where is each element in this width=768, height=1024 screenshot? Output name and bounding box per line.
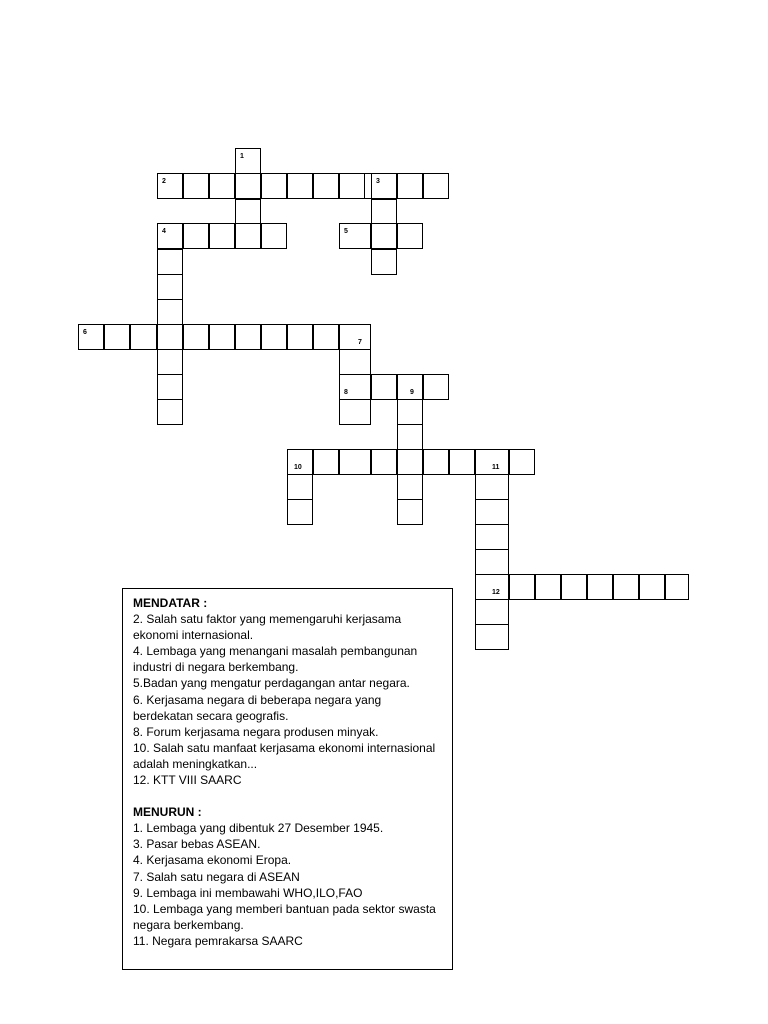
crossword-cell[interactable] xyxy=(339,173,365,199)
crossword-cell[interactable] xyxy=(157,349,183,375)
crossword-cell[interactable] xyxy=(157,299,183,325)
crossword-cell[interactable] xyxy=(423,173,449,199)
across-clue: 10. Salah satu manfaat kerjasama ekonomi internasional adalah meningkatkan... xyxy=(133,740,436,771)
crossword-cell[interactable] xyxy=(475,549,509,575)
crossword-cell[interactable] xyxy=(397,449,423,475)
down-clue: 1. Lembaga yang dibentuk 27 Desember 1945. xyxy=(133,821,384,836)
crossword-cell[interactable] xyxy=(183,173,209,199)
crossword-cell[interactable] xyxy=(235,199,261,225)
crossword-cell[interactable] xyxy=(613,574,639,600)
crossword-cell[interactable] xyxy=(561,574,587,600)
crossword-cell[interactable] xyxy=(235,173,261,199)
crossword-cell[interactable] xyxy=(209,173,235,199)
crossword-cell[interactable] xyxy=(313,173,339,199)
crossword-cell[interactable] xyxy=(509,574,535,600)
clue-number: 12 xyxy=(492,589,500,596)
clue-number: 6 xyxy=(83,329,87,336)
crossword-cell[interactable] xyxy=(183,223,209,249)
crossword-cell[interactable] xyxy=(313,324,339,350)
crossword-cell[interactable] xyxy=(397,424,423,450)
crossword-cell[interactable] xyxy=(183,324,209,350)
crossword-cell[interactable] xyxy=(235,223,261,249)
crossword-cell[interactable] xyxy=(157,249,183,275)
clue-number: 5 xyxy=(344,228,348,235)
across-heading: MENDATAR : xyxy=(133,596,208,610)
crossword-cell[interactable] xyxy=(157,324,183,350)
crossword-cell[interactable] xyxy=(423,449,449,475)
crossword-cell[interactable] xyxy=(371,223,397,249)
crossword-cell[interactable] xyxy=(287,449,313,475)
crossword-cell[interactable] xyxy=(371,374,397,400)
down-heading: MENURUN : xyxy=(133,805,202,820)
across-clue: 8. Forum kerjasama negara produsen minyak. xyxy=(133,724,379,739)
clue-number: 3 xyxy=(376,178,380,185)
crossword-cell[interactable] xyxy=(371,173,397,199)
crossword-cell[interactable] xyxy=(130,324,157,350)
crossword-cell[interactable] xyxy=(209,223,235,249)
crossword-cell[interactable] xyxy=(209,324,235,350)
clue-number: 8 xyxy=(344,389,348,396)
down-clue: 11. Negara pemrakarsa SAARC xyxy=(133,933,303,948)
across-clue: 5.Badan yang mengatur perdagangan antar negara. xyxy=(133,676,410,691)
clue-number: 1 xyxy=(240,153,244,160)
crossword-cell[interactable] xyxy=(423,374,449,400)
crossword-cell[interactable] xyxy=(371,199,397,225)
crossword-cell[interactable] xyxy=(235,324,261,350)
crossword-cell[interactable] xyxy=(339,349,371,375)
crossword-cell[interactable] xyxy=(261,223,287,249)
crossword-cell[interactable] xyxy=(475,574,509,600)
clues-box xyxy=(122,588,453,970)
crossword-cell[interactable] xyxy=(397,374,423,400)
crossword-cell[interactable] xyxy=(397,173,423,199)
crossword-cell[interactable] xyxy=(287,173,313,199)
crossword-cell[interactable] xyxy=(313,449,339,475)
crossword-cell[interactable] xyxy=(509,449,535,475)
crossword-cell[interactable] xyxy=(104,324,130,350)
crossword-cell[interactable] xyxy=(475,599,509,625)
crossword-cell[interactable] xyxy=(78,324,104,350)
clue-number: 10 xyxy=(294,464,302,471)
crossword-cell[interactable] xyxy=(475,449,509,475)
crossword-cell[interactable] xyxy=(397,399,423,425)
crossword-cell[interactable] xyxy=(475,524,509,550)
crossword-cell[interactable] xyxy=(535,574,561,600)
crossword-cell[interactable] xyxy=(397,223,423,249)
crossword-cell[interactable] xyxy=(639,574,665,600)
crossword-cell[interactable] xyxy=(475,474,509,500)
crossword-cell[interactable] xyxy=(157,223,183,249)
crossword-cell[interactable] xyxy=(339,324,371,350)
across-clue: 6. Kerjasama negara di beberapa negara yang berdekatan secara geografis. xyxy=(133,692,382,723)
spacer xyxy=(133,788,444,804)
crossword-cell[interactable] xyxy=(371,249,397,275)
crossword-cell[interactable] xyxy=(371,449,397,475)
down-clue: 7. Salah satu negara di ASEAN xyxy=(133,869,300,884)
across-clue: 12. KTT VIII SAARC xyxy=(133,773,242,788)
crossword-cell[interactable] xyxy=(261,173,287,199)
crossword-cell[interactable] xyxy=(157,399,183,425)
crossword-cell[interactable] xyxy=(235,148,261,174)
clue-number: 2 xyxy=(162,178,166,185)
crossword-cell[interactable] xyxy=(261,324,287,350)
down-clue: 3. Pasar bebas ASEAN. xyxy=(133,837,261,852)
crossword-cell[interactable] xyxy=(339,399,371,425)
clue-number: 11 xyxy=(492,464,500,471)
crossword-cell[interactable] xyxy=(365,173,371,199)
crossword-cell[interactable] xyxy=(157,374,183,400)
crossword-cell[interactable] xyxy=(287,499,313,525)
crossword-cell[interactable] xyxy=(475,499,509,525)
crossword-cell[interactable] xyxy=(397,499,423,525)
crossword-cell[interactable] xyxy=(665,574,689,600)
across-clue: 4. Lembaga yang menangani masalah pembangunan industri di negara berkembang. xyxy=(133,644,418,675)
crossword-cell[interactable] xyxy=(287,474,313,500)
crossword-cell[interactable] xyxy=(339,374,371,400)
crossword-cell[interactable] xyxy=(475,624,509,650)
clue-number: 7 xyxy=(358,339,362,346)
clue-number: 9 xyxy=(410,389,414,396)
down-clue: 9. Lembaga ini membawahi WHO,ILO,FAO xyxy=(133,885,363,900)
crossword-cell[interactable] xyxy=(587,574,613,600)
down-clue: 10. Lembaga yang memberi bantuan pada sektor swasta negara berkembang. xyxy=(133,901,436,932)
crossword-cell[interactable] xyxy=(449,449,475,475)
crossword-cell[interactable] xyxy=(339,223,371,249)
down-clue: 4. Kerjasama ekonomi Eropa. xyxy=(133,853,292,868)
crossword-cell[interactable] xyxy=(157,173,183,199)
across-clue: 2. Salah satu faktor yang memengaruhi kerjasama ekonomi internasional. xyxy=(133,612,402,643)
crossword-cell[interactable] xyxy=(157,274,183,300)
crossword-cell[interactable] xyxy=(397,474,423,500)
crossword-cell[interactable] xyxy=(339,449,371,475)
crossword-cell[interactable] xyxy=(287,324,313,350)
clue-number: 4 xyxy=(162,228,166,235)
